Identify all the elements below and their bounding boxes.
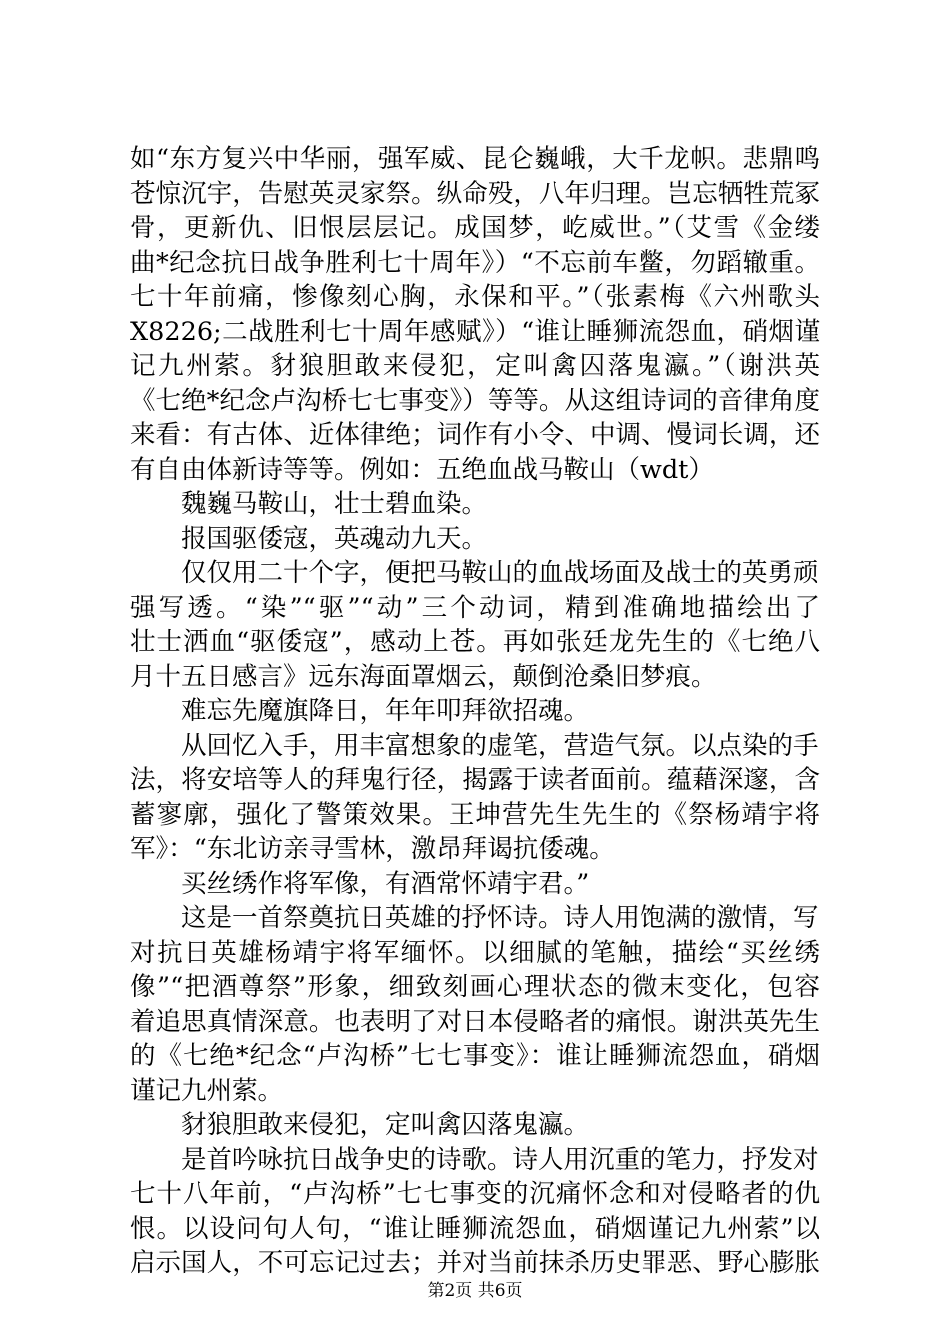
text-line: 魏巍马鞍山，壮士碧血染。 (181, 489, 488, 519)
text-line: 是首吟咏抗日战争史的诗歌。诗人用沉重的笔力，抒发对 (181, 1144, 819, 1175)
text-line: 仅仅用二十个字，便把马鞍山的血战场面及战士的英勇顽 (181, 558, 819, 588)
text-line: 法，将安培等人的拜鬼行径，揭露于读者面前。蕴藉深邃，含 (130, 765, 820, 795)
text-line: 报国驱倭寇，英魂动九天。 (181, 523, 488, 554)
text-line: 谨记九州萦。 (130, 1075, 284, 1106)
body-text (130, 142, 820, 1281)
text-line: 从回忆入手，用丰富想象的虚笔，营造气氛。以点染的手 (181, 730, 819, 761)
text-line: 强写透。“染”“驱”“动”三个动词，精到准确地描绘出了 (130, 592, 820, 623)
text-line: 如“东方复兴中华丽，强军威、昆仑巍峨，大千龙帜。悲鼎鸣 (130, 144, 820, 174)
text-line: 曲*纪念抗日战争胜利七十周年》）“不忘前车鳖，勿蹈辙重。 (130, 247, 820, 278)
text-line: 苍惊沉宇，告慰英灵家祭。纵命殁，八年归理。岂忘牺牲荒冢 (130, 178, 820, 209)
text-line: 记九州萦。豺狼胆敢来侵犯，定叫禽囚落鬼瀛。”（谢洪英 (130, 351, 820, 381)
text-line: 买丝绣作将军像，有酒常怀靖宇君。” (181, 868, 590, 899)
text-line: 这是一首祭奠抗日英雄的抒怀诗。诗人用饱满的激情，写 (181, 903, 819, 933)
text-line: 有自由体新诗等等。例如：五绝血战马鞍山（wdt） (130, 454, 714, 485)
text-line: 豺狼胆敢来侵犯，定叫禽囚落鬼瀛。 (181, 1110, 590, 1140)
text-line: 来看：有古体、近体律绝；词作有小令、中调、慢词长调，还 (130, 420, 820, 450)
text-line: 的《七绝*纪念“卢沟桥”七七事变》：谁让睡狮流怨血，硝烟 (130, 1041, 820, 1071)
text-line: 壮士洒血“驱倭寇”，感动上苍。再如张廷龙先生的《七绝八 (130, 627, 820, 657)
text-line: 蓄寥廓，强化了警策效果。王坤营先生先生的《祭杨靖宇将 (130, 799, 820, 830)
text-line: 月十五日感言》远东海面罩烟云，颠倒沧桑旧梦痕。 (130, 661, 717, 692)
text-line: 骨，更新仇、旧恨层层记。成国梦，屹威世。”（艾雪《金缕 (130, 213, 820, 243)
text-line: 启示国人，不可忘记过去；并对当前抹杀历史罪恶、野心膨胀 (130, 1248, 820, 1278)
text-line: X8226;二战胜利七十周年感赋》）“谁让睡狮流怨血，硝烟谨 (130, 316, 820, 347)
text-line: 对抗日英雄杨靖宇将军缅怀。以细腻的笔触，描绘“买丝绣 (130, 937, 820, 968)
text-line: 七十年前痛，惨像刻心胸，永保和平。”（张素梅《六州歌头 (130, 282, 820, 312)
text-line: 七十八年前，“卢沟桥”七七事变的沉痛怀念和对侵略者的仇 (130, 1179, 820, 1209)
page-footer: 第2页 共6页 (427, 1281, 523, 1301)
text-line: 着追思真情深意。也表明了对日本侵略者的痛恨。谢洪英先生 (130, 1006, 820, 1037)
text-line: 难忘先魔旗降日，年年叩拜欲招魂。 (181, 696, 590, 726)
text-line: 军》：“东北访亲寻雪林，激昂拜谒抗倭魂。 (130, 834, 615, 864)
text-line: 恨。以设问句人句，“谁让睡狮流怨血，硝烟谨记九州萦”以 (130, 1213, 820, 1244)
text-line: 像”“把酒尊祭”形象，细致刻画心理状态的微末变化，包容 (130, 972, 820, 1002)
text-line: 《七绝*纪念卢沟桥七七事变》）等等。从这组诗词的音律角度 (130, 385, 820, 416)
